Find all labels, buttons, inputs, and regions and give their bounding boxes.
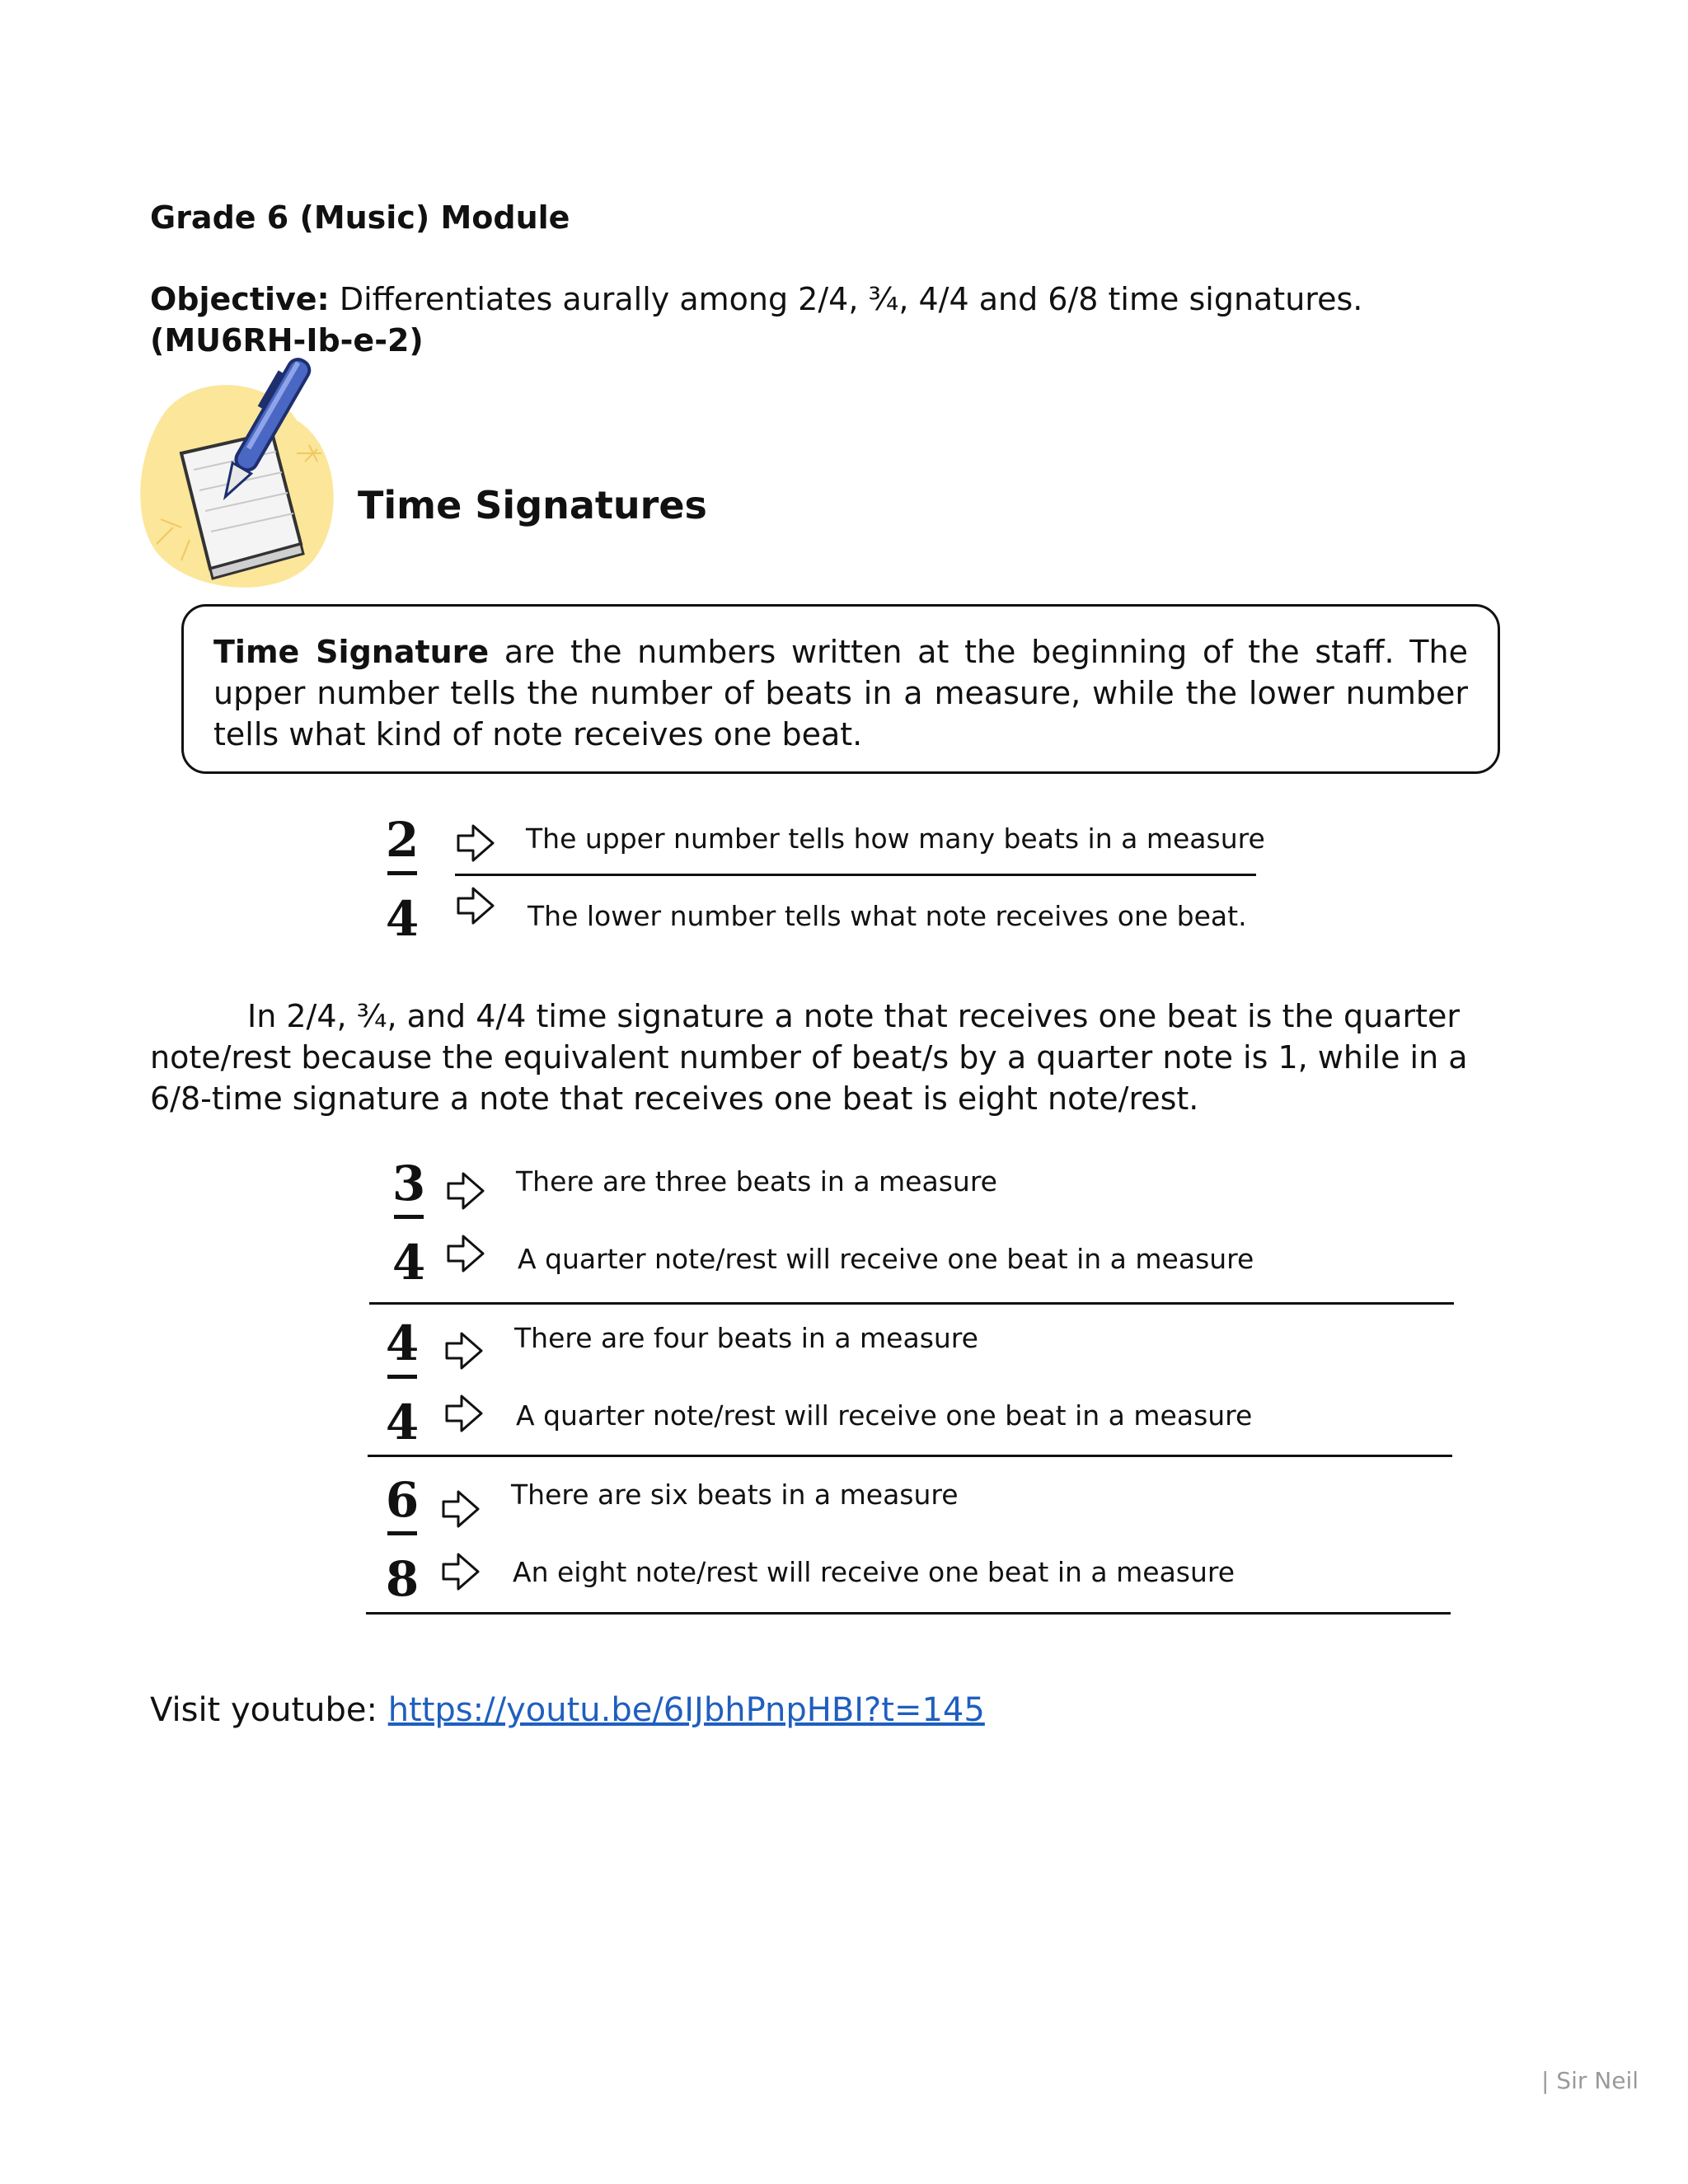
divider-line bbox=[369, 1302, 1454, 1305]
visit-label: Visit youtube: bbox=[150, 1691, 377, 1729]
explanation-paragraph: In 2/4, ¾, and 4/4 time signature a note that receives one beat is the quarter note/rest because the equivalent number of beat/s by a quarter note is 1, while in a 6/8-time signature a note that receives one beat is eight note/rest. bbox=[150, 998, 1468, 1117]
definition-term: Time Signature bbox=[213, 634, 490, 670]
arrow-right-icon bbox=[455, 823, 496, 864]
lower-number: 8 bbox=[385, 1551, 420, 1607]
time-signature-2-4 bbox=[377, 812, 427, 947]
time-signature-4-4 bbox=[377, 1315, 427, 1451]
lower-number: 4 bbox=[385, 891, 420, 947]
youtube-link[interactable]: https://youtu.be/6IJbhPnpHBI?t=145 bbox=[387, 1691, 985, 1729]
objective bbox=[150, 279, 1518, 361]
fraction-bar bbox=[387, 1375, 417, 1379]
fraction-bar bbox=[387, 871, 417, 875]
divider-line bbox=[366, 1612, 1451, 1615]
upper-number: 3 bbox=[392, 1155, 426, 1212]
divider-line bbox=[455, 874, 1256, 876]
page-title: Grade 6 (Music) Module bbox=[150, 199, 570, 236]
upper-description: The upper number tells how many beats in a measure bbox=[526, 823, 1265, 855]
time-signature-6-8 bbox=[377, 1472, 427, 1607]
lower-description: An eight note/rest will receive one beat in a measure bbox=[513, 1556, 1236, 1588]
upper-number: 4 bbox=[385, 1315, 420, 1371]
arrow-right-icon bbox=[440, 1551, 481, 1592]
arrow-right-icon bbox=[440, 1488, 481, 1530]
visit-youtube bbox=[150, 1691, 985, 1729]
notepad-pen-icon bbox=[132, 354, 354, 602]
arrow-right-icon bbox=[445, 1170, 486, 1212]
arrow-right-icon bbox=[443, 1330, 485, 1371]
divider-line bbox=[368, 1455, 1452, 1457]
time-signature-3-4 bbox=[384, 1155, 434, 1291]
lower-description: A quarter note/rest will receive one beat in a measure bbox=[518, 1243, 1254, 1275]
objective-code: (MU6RH-Ib-e-2) bbox=[150, 322, 424, 359]
definition-text: are the numbers written at the beginning of the staff. The upper number tells the number of beats in a measure, while the lower number tells what kind of note receives one beat. bbox=[213, 634, 1468, 752]
arrow-right-icon bbox=[443, 1393, 485, 1434]
lower-description: A quarter note/rest will receive one beat in a measure bbox=[516, 1399, 1253, 1432]
fraction-bar bbox=[387, 1531, 417, 1535]
footer-author: | Sir Neil bbox=[1540, 2067, 1639, 2094]
lower-description: The lower number tells what note receives one beat. bbox=[528, 900, 1247, 932]
fraction-bar bbox=[394, 1215, 424, 1219]
arrow-right-icon bbox=[445, 1233, 486, 1274]
lower-number: 4 bbox=[392, 1235, 426, 1291]
section-heading: Time Signatures bbox=[358, 483, 707, 527]
upper-number: 2 bbox=[385, 812, 420, 868]
objective-label: Objective: bbox=[150, 281, 330, 317]
upper-description: There are three beats in a measure bbox=[516, 1165, 997, 1197]
upper-description: There are four beats in a measure bbox=[514, 1322, 978, 1354]
upper-number: 6 bbox=[385, 1472, 420, 1528]
objective-text: Differentiates aurally among 2/4, ¾, 4/4 and 6/8 time signatures. bbox=[339, 281, 1363, 317]
upper-description: There are six beats in a measure bbox=[511, 1479, 959, 1511]
lower-number: 4 bbox=[385, 1394, 420, 1451]
arrow-right-icon bbox=[455, 885, 496, 926]
definition-box bbox=[181, 604, 1500, 774]
